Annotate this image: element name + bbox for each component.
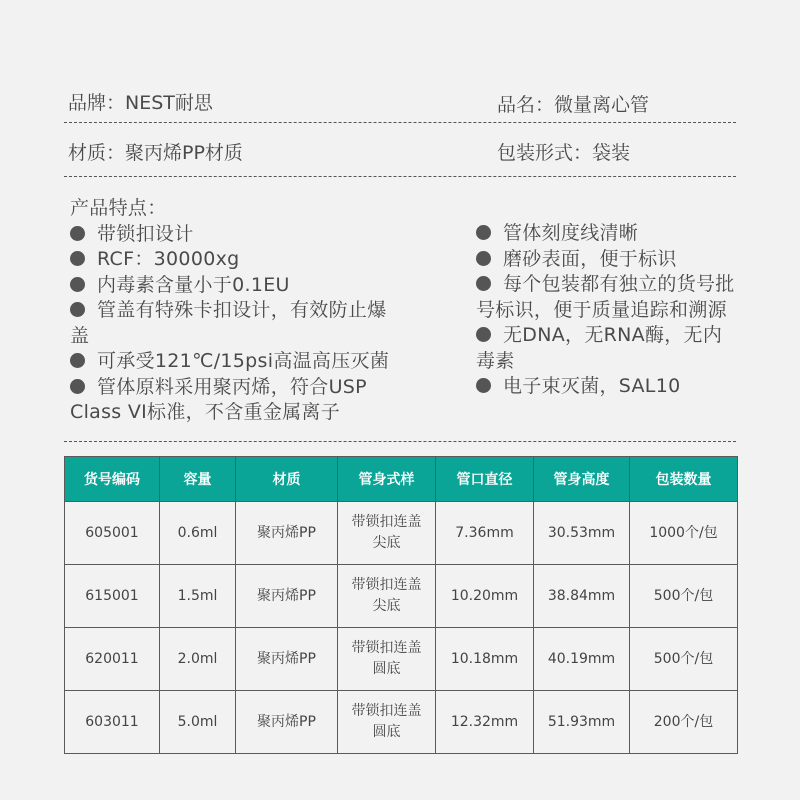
bullet-dot-icon [476,378,491,393]
table-row [65,691,738,754]
cell-style: 带锁扣连盖 圆底 [338,691,436,754]
cell-capacity: 1.5ml [160,565,236,628]
bullet-dot-icon [70,226,85,241]
column-header: 包装数量 [630,457,738,502]
column-header: 容量 [160,457,236,502]
feature-item: 可承受121℃/15psi高温高压灭菌 [70,349,440,375]
cell-qty: 200个/包 [630,691,738,754]
cell-capacity: 5.0ml [160,691,236,754]
features-right [476,221,738,400]
brand-label: 品牌：NEST耐思 [68,92,213,114]
cell-material: 聚丙烯PP [236,502,338,565]
column-header: 管口直径 [436,457,534,502]
feature-item: 管体原料采用聚丙烯，符合USP Class VI标准，不含重金属离子 [70,375,367,423]
feature-item: 内毒素含量小于0.1EU [70,273,440,299]
cell-style: 带锁扣连盖 圆底 [338,628,436,691]
bullet-dot-icon [476,225,491,240]
bullet-dot-icon [476,251,491,266]
features-left [70,196,440,426]
cell-height: 38.84mm [534,565,630,628]
cell-style: 带锁扣连盖 尖底 [338,502,436,565]
cell-diameter: 12.32mm [436,691,534,754]
product-name-label: 品名：微量离心管 [497,94,650,116]
cell-qty: 500个/包 [630,565,738,628]
cell-diameter: 7.36mm [436,502,534,565]
feature-item: 无DNA，无RNA酶，无内毒素 [476,324,723,372]
feature-item: RCF：30000xg [70,247,440,273]
bullet-dot-icon [476,327,491,342]
feature-item: 电子束灭菌，SAL10 [476,374,738,400]
cell-qty: 500个/包 [630,628,738,691]
bullet-dot-icon [70,302,85,317]
cell-material: 聚丙烯PP [236,691,338,754]
divider [64,441,736,442]
bullet-dot-icon [70,251,85,266]
bullet-dot-icon [70,379,85,394]
cell-qty: 1000个/包 [630,502,738,565]
column-header: 货号编码 [65,457,160,502]
cell-capacity: 0.6ml [160,502,236,565]
spec-table [64,456,738,754]
cell-material: 聚丙烯PP [236,565,338,628]
cell-height: 51.93mm [534,691,630,754]
cell-code: 615001 [65,565,160,628]
bullet-dot-icon [70,277,85,292]
cell-style: 带锁扣连盖 尖底 [338,565,436,628]
table-row [65,565,738,628]
features-heading: 产品特点： [70,197,167,219]
packaging-label: 包装形式：袋装 [497,142,631,164]
divider [64,122,736,123]
column-header: 管身高度 [534,457,630,502]
cell-diameter: 10.18mm [436,628,534,691]
cell-code: 605001 [65,502,160,565]
cell-code: 620011 [65,628,160,691]
feature-item: 每个包装都有独立的货号批号标识，便于质量追踪和溯源 [476,273,735,321]
bullet-dot-icon [70,353,85,368]
cell-diameter: 10.20mm [436,565,534,628]
material-label: 材质：聚丙烯PP材质 [68,142,243,164]
feature-item: 磨砂表面，便于标识 [476,247,738,273]
table-header-row [65,457,738,502]
cell-capacity: 2.0ml [160,628,236,691]
column-header: 管身式样 [338,457,436,502]
divider [64,176,736,177]
cell-code: 603011 [65,691,160,754]
cell-height: 30.53mm [534,502,630,565]
column-header: 材质 [236,457,338,502]
feature-item: 带锁扣设计 [70,222,440,248]
table-row [65,502,738,565]
bullet-dot-icon [476,276,491,291]
feature-item: 管盖有特殊卡扣设计，有效防止爆盖 [70,299,387,347]
cell-material: 聚丙烯PP [236,628,338,691]
feature-item: 管体刻度线清晰 [476,221,738,247]
cell-height: 40.19mm [534,628,630,691]
table-row [65,628,738,691]
